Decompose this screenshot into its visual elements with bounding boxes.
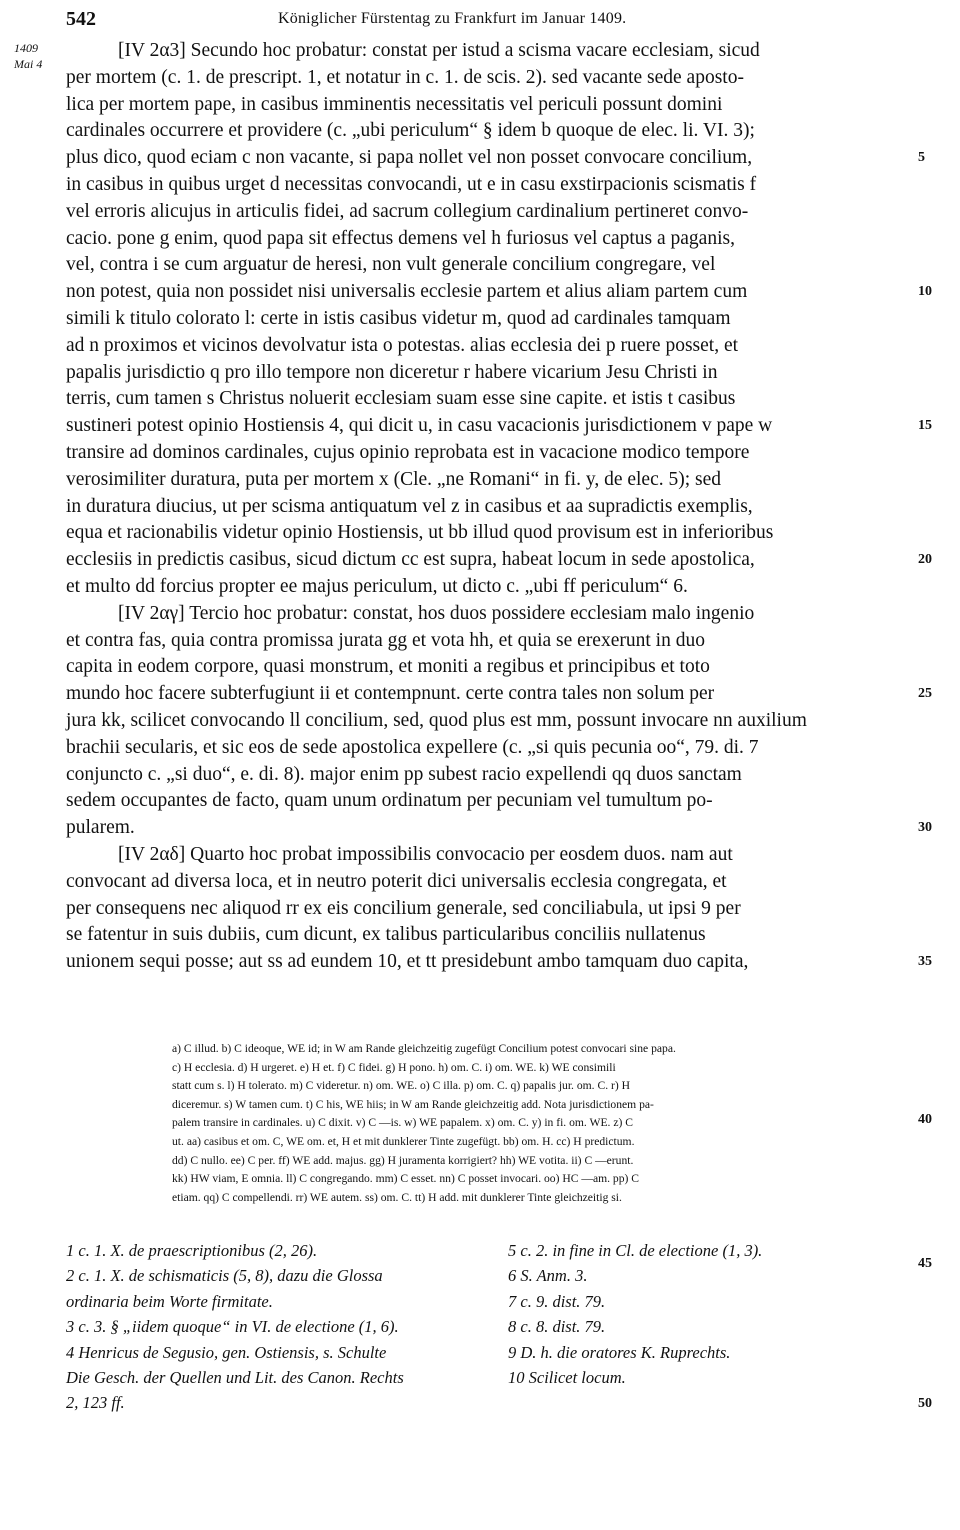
text-line: capita in eodem corpore, quasi monstrum, et moniti a regibus et principibus et toto — [66, 656, 710, 678]
critical-apparatus — [172, 1040, 906, 1207]
text-line: equa et racionabilis videtur opinio Hostiensis, ut bb illud quod provisum est in inferioribus — [66, 522, 774, 544]
apparatus-line: palem transire in cardinales. u) C dixit. v) C —is. w) WE papalem. x) om. C. y) in fi. om. WE. z) C — [172, 1116, 633, 1130]
page-number: 542 — [66, 8, 96, 30]
apparatus-line: statt cum s. l) H tolerato. m) C videretur. n) om. WE. o) C illa. p) om. C. q) papalis jur. om. C. r) H — [172, 1079, 630, 1093]
apparatus-line: kk) HW viam, E omnia. ll) C congregando. mm) C esset. nn) C posset invocari. oo) HC —am. pp) C — [172, 1172, 640, 1186]
text-line: transire ad dominos cardinales, cujus opinio reprobata est in vacacione modico tempore — [66, 441, 750, 463]
footnote-line: 2 c. 1. X. de schismaticis (5, 8), dazu die Glossa — [66, 1266, 383, 1286]
text-line: conjuncto c. „si duo“, e. di. 8). major enim pp subest racio expellendi qq duos sanctam — [66, 763, 742, 785]
text-line: vel, contra i se cum arguatur de heresi, non vult generale concilium congregare, vel — [66, 254, 716, 276]
text-line: sustineri potest opinio Hostiensis 4, qui dicit u, in casu vacacionis jurisdictionem v pape w — [66, 415, 773, 437]
line-number: 35 — [918, 954, 932, 969]
footnote-line: 4 Henricus de Segusio, gen. Ostiensis, s. Schulte — [66, 1342, 387, 1362]
line-number: 25 — [918, 686, 932, 701]
text-line: non potest, quia non possidet nisi universalis ecclesie partem et alius aliam partem cum — [66, 281, 748, 303]
margin-year: 1409 — [14, 41, 38, 55]
apparatus-line: dd) C nullo. ee) C per. ff) WE add. majus. gg) H juramenta korrigiert? hh) WE votita. ii) C —erunt. — [172, 1153, 634, 1167]
text-line: sedem occupantes de facto, quam unum ordinatum per pecuniam vel tumultum po- — [66, 790, 713, 812]
line-number: 10 — [918, 284, 932, 299]
footnotes-left-column — [66, 1238, 486, 1416]
text-line: plus dico, quod eciam c non vacante, si papa nollet vel non posset convocare concilium, — [66, 147, 753, 169]
text-line: vel erroris alicujus in articulis fidei, ad sacrum collegium cardinalium pertineret convo- — [66, 200, 749, 222]
footnote-line: 1 c. 1. X. de praescriptionibus (2, 26). — [66, 1241, 318, 1260]
text-line: papalis jurisdictio q pro illo tempore non diceretur r habere vicarium Jesu Christi in — [66, 361, 718, 383]
text-line: [IV 2αδ] Quarto hoc probat impossibilis convocacio per eosdem duos. nam aut — [118, 843, 733, 865]
text-line: verosimiliter duratura, puta per mortem x (Cle. „ne Romani“ in fi. y, de elec. 5); sed — [66, 468, 722, 490]
main-text — [66, 38, 906, 976]
text-line: [IV 2α3] Secundo hoc probatur: constat per istud a scisma vacare ecclesiam, sicud — [118, 40, 760, 61]
text-line: [IV 2αγ] Tercio hoc probatur: constat, hos duos possidere ecclesiam malo ingenio — [118, 602, 755, 624]
text-line: in duratura diucius, ut per scisma antiquatum vel z in casibus et aa supradictis exemplis, — [66, 495, 753, 517]
text-line: mundo hoc facere subterfugiunt ii et contempnunt. certe contra tales non solum per — [66, 683, 715, 705]
line-number: 50 — [918, 1396, 932, 1411]
footnote-line: 10 Scilicet locum. — [508, 1367, 626, 1387]
text-line: pularem. — [66, 817, 135, 839]
apparatus-line: diceremur. s) W tamen cum. t) C his, WE hiis; in W am Rande gleichzeitig add. Nota jurisdictionem pa- — [172, 1097, 654, 1111]
footnote-line: 6 S. Anm. 3. — [508, 1266, 588, 1286]
text-line: et contra fas, quia contra promissa jurata gg et vota hh, et quia se erexerunt in duo — [66, 629, 705, 651]
footnote-line: ordinaria beim Worte firmitate. — [66, 1291, 273, 1311]
line-number: 20 — [918, 552, 932, 567]
apparatus-line: etiam. qq) C compellendi. rr) WE autem. ss) om. C. tt) H add. mit dunklerer Tinte gleichzeitig si. — [172, 1190, 622, 1204]
footnote-line: 8 c. 8. dist. 79. — [508, 1317, 606, 1337]
text-line: se fatentur in suis dubiis, cum dicunt, ex talibus particularibus conciliis nullatenus — [66, 924, 706, 946]
footnote-line: 7 c. 9. dist. 79. — [508, 1291, 606, 1311]
text-line: unionem sequi posse; aut ss ad eundem 10, et tt presidebunt ambo tamquam duo capita, — [66, 951, 749, 973]
text-line: ecclesiis in predictis casibus, sicud dictum cc est supra, habeat locum in sede apostolica, — [66, 549, 755, 571]
apparatus-line: ut. aa) casibus et om. C, WE om. et, H et mit dunklerer Tinte zugefügt. bb) om. H. cc) H predictum. — [172, 1134, 635, 1148]
footnotes-right-column — [508, 1238, 908, 1390]
text-line: terris, cum tamen s Christus noluerit ecclesiam suam esse sine capite. et istis t casibus — [66, 388, 736, 410]
footnote-line: Die Gesch. der Quellen und Lit. des Canon. Rechts — [66, 1367, 404, 1387]
footnote-line: 9 D. h. die oratores K. Ruprechts. — [508, 1342, 731, 1362]
apparatus-line: c) H ecclesia. d) H urgeret. e) H et. f) C fidei. g) H pono. h) om. C. i) om. WE. k) WE consimili — [172, 1060, 616, 1074]
footnote-line: 5 c. 2. in fine in Cl. de electione (1, 3). — [508, 1241, 763, 1260]
running-head: Königlicher Fürstentag zu Frankfurt im Januar 1409. — [278, 10, 627, 27]
line-number: 5 — [918, 150, 925, 165]
text-line: convocant ad diversa loca, et in neutro poterit dici universalis ecclesia congregata, et — [66, 870, 727, 892]
line-number: 45 — [918, 1256, 932, 1271]
text-line: simili k titulo colorato l: certe in istis casibus videtur m, quod ad cardinales tamquam — [66, 307, 731, 329]
footnote-line: 2, 123 ff. — [66, 1393, 125, 1413]
text-line: brachii secularis, et sic eos de sede apostolica expellere (c. „si quis pecunia oo“, 79. di. 7 — [66, 736, 759, 758]
text-line: jura kk, scilicet convocando ll concilium, sed, quod plus est mm, possunt invocare nn auxilium — [66, 709, 807, 731]
footnote-line: 3 c. 3. § „iidem quoque“ in VI. de electione (1, 6). — [66, 1317, 399, 1337]
margin-date: Mai 4 — [14, 57, 43, 71]
text-line: in casibus in quibus urget d necessitas convocandi, ut e in casu exstirpacionis scismatis f — [66, 173, 757, 195]
text-line: lica per mortem pape, in casibus imminentis necessitatis vel periculi possunt domini — [66, 93, 723, 115]
line-number: 30 — [918, 820, 932, 835]
text-line: ad n proximos et vicinos devolvatur ista o potestas. alias ecclesia dei p ruere posset, et — [66, 334, 739, 356]
line-number: 40 — [918, 1112, 932, 1127]
text-line: cardinales occurrere et providere (c. „ubi periculum“ § idem b quoque de elec. li. VI. 3); — [66, 120, 755, 142]
text-line: per mortem (c. 1. de prescript. 1, et notatur in c. 1. de scis. 2). sed vacante sede aposto- — [66, 66, 744, 88]
text-line: cacio. pone g enim, quod papa sit effectus demens vel h furiosus vel captus a paganis, — [66, 227, 735, 249]
apparatus-line: a) C illud. b) C ideoque, WE id; in W am Rande gleichzeitig zugefügt Concilium potest convocari sine papa. — [172, 1042, 676, 1055]
text-line: per consequens nec aliquod rr ex eis concilium generale, sed conciliabula, ut ipsi 9 per — [66, 897, 741, 919]
line-number: 15 — [918, 418, 932, 433]
text-line: et multo dd forcius propter ee majus periculum, ut dicto c. „ubi ff periculum“ 6. — [66, 575, 688, 597]
